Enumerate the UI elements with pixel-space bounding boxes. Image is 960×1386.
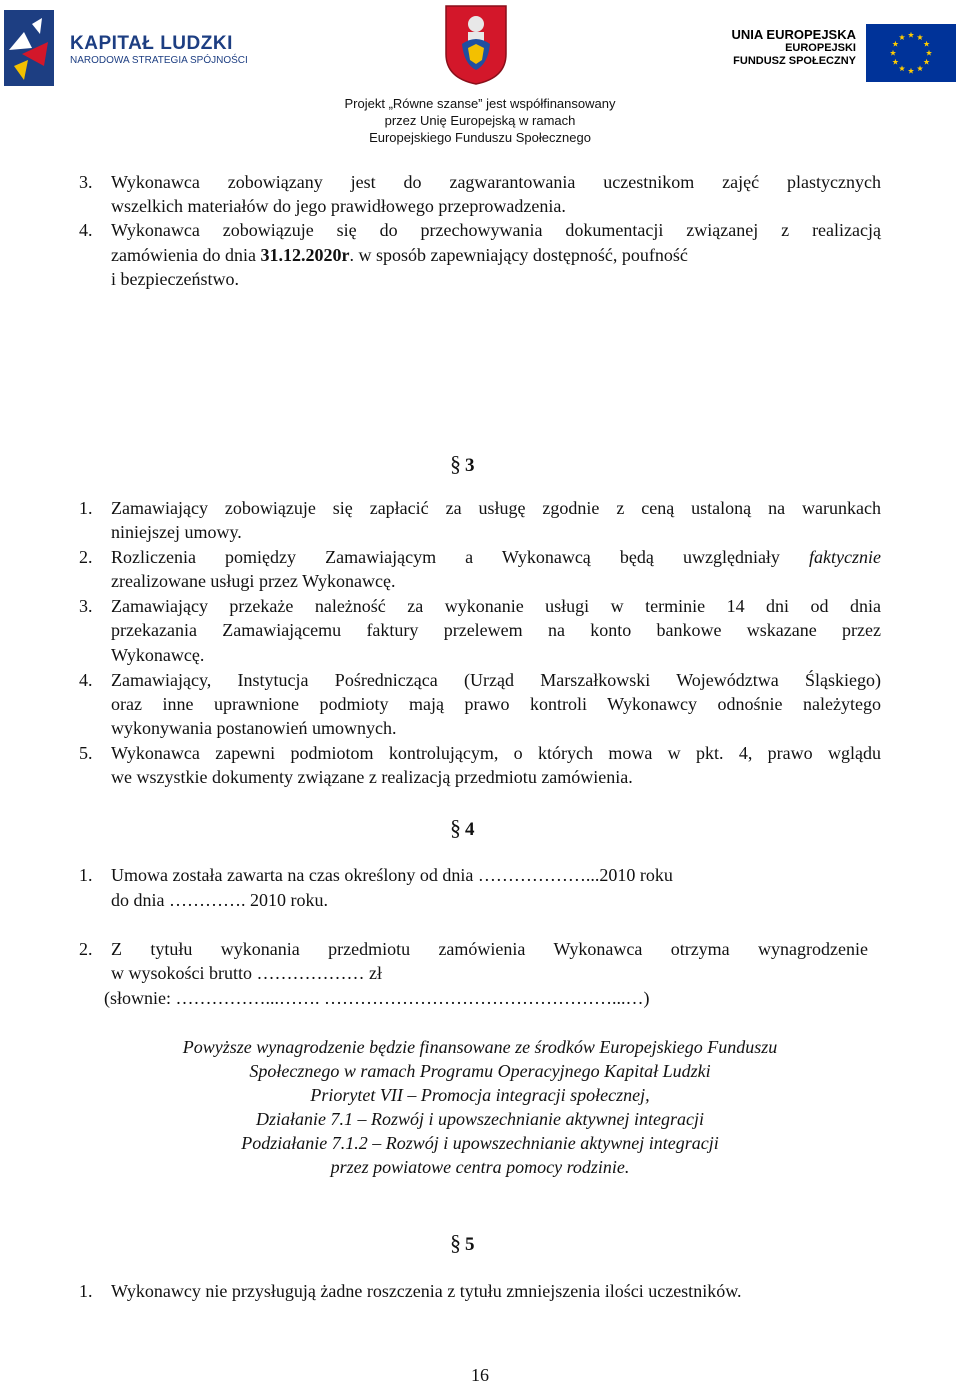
section-number: 3 [465,455,475,476]
item-number: 2. [79,547,93,567]
eu-label [720,28,856,68]
project-notice [300,95,660,146]
item-text: zrealizowane usługi przez Wykonawcę. [111,571,396,591]
item-number: 1. [79,1281,93,1301]
item-text: w wysokości brutto ……………… zł [111,963,382,983]
paragraph-symbol: § [450,451,461,476]
item-text-part: . w sposób zapewniający dostępność, poufność [349,245,688,265]
item-text: wykonywania postanowień umownych. [111,718,397,738]
section-heading-4 [450,816,475,842]
coat-of-arms-icon [444,4,508,86]
kapital-ludzki-text [70,34,248,68]
project-line-3: Europejskiego Funduszu Społecznego [369,130,591,145]
item-text: Wykonawca zapewni podmiotom kontrolującym, o których mowa w pkt. 4, prawo wglądu [111,743,881,763]
kapital-ludzki-title: KAPITAŁ LUDZKI [70,33,233,54]
item-text: Wykonawcę. [111,645,205,665]
item-text: oraz inne uprawnione podmioty mają prawo kontroli Wykonawcy odnośnie należytego [111,694,881,714]
item-number: 5. [79,743,93,763]
eu-line-1: UNIA EUROPEJSKA [731,27,856,42]
item-number: 3. [79,596,93,616]
eu-flag-icon [866,24,956,82]
funding-note-line: Działanie 7.1 – Rozwój i upowszechnianie aktywnej integracji [256,1109,704,1129]
item-text: i bezpieczeństwo. [111,269,239,289]
item-text: Wykonawca zobowiązuje się do przechowywania dokumentacji związanej z realizacją [111,220,881,240]
item-text: Umowa została zawarta na czas określony od dnia ………………...2010 roku [111,865,673,885]
kapital-ludzki-subtitle: NARODOWA STRATEGIA SPÓJNOŚCI [70,55,248,66]
item-text [111,546,881,568]
section-number: 4 [465,819,475,840]
item-number: 1. [79,498,93,518]
section-heading-3 [450,452,475,478]
item-text: Wykonawcy nie przysługują żadne roszczenia z tytułu zmniejszenia ilości uczestników. [111,1281,742,1301]
page-number: 16 [471,1365,489,1385]
eu-line-3: FUNDUSZ SPOŁECZNY [733,55,856,67]
item-text: Zamawiający zobowiązuje się zapłacić za usługę zgodnie z ceną ustaloną na warunkach [111,498,881,518]
item-text [111,244,688,266]
item-text: wszelkich materiałów do jego prawidłowego przeprowadzenia. [111,196,566,216]
funding-note-line: Społecznego w ramach Programu Operacyjnego Kapitał Ludzki [249,1061,711,1081]
paragraph-symbol: § [450,815,461,840]
item-number: 1. [79,865,93,885]
project-line-1: Projekt „Równe szanse” jest współfinansowany [344,96,616,111]
item-text: (słownie: ……………...……. …………………………………………...…) [104,988,650,1008]
item-number: 4. [79,670,93,690]
item-text: we wszystkie dokumenty związane z realizacją przedmiotu zamówienia. [111,767,633,787]
funding-note-line: Priorytet VII – Promocja integracji społecznej, [310,1085,650,1105]
funding-note-line: przez powiatowe centra pomocy rodzinie. [330,1157,630,1177]
eu-line-2: EUROPEJSKI [785,42,856,54]
funding-note-line: Podziałanie 7.1.2 – Rozwój i upowszechnianie aktywnej integracji [241,1133,719,1153]
deadline-date: 31.12.2020r [260,245,350,265]
funding-note-line: Powyższe wynagrodzenie będzie finansowane ze środków Europejskiego Funduszu [182,1037,778,1057]
funding-note [100,1035,860,1179]
section-heading-5 [450,1231,475,1257]
item-number: 3. [79,172,93,192]
item-number: 2. [79,939,93,959]
item-text: Zamawiający, Instytucja Pośrednicząca (Urząd Marszałkowski Województwa Śląskiego) [111,670,881,690]
item-text: przekazania Zamawiającemu faktury przelewem na konto bankowe wskazane przez [111,620,881,640]
item-text: Zamawiający przekaże należność za wykonanie usługi w terminie 14 dni od dnia [111,596,881,616]
item-text: Z tytułu wykonania przedmiotu zamówienia Wykonawca otrzyma wynagrodzenie [111,939,868,959]
item-text-part: zamówienia do dnia [111,245,261,265]
section-number: 5 [465,1234,475,1255]
item-text: Wykonawca zobowiązany jest do zagwarantowania uczestnikom zajęć plastycznych [111,172,881,192]
item-text: niniejszej umowy. [111,522,242,542]
item-text-part: Rozliczenia pomiędzy Zamawiającym a Wykonawcą będą uwzględniały [111,547,810,567]
item-text-italic: faktycznie [809,547,881,567]
item-number: 4. [79,220,93,240]
page-header [0,0,960,150]
paragraph-symbol: § [450,1230,461,1255]
item-text: do dnia …………. 2010 roku. [111,890,328,910]
project-line-2: przez Unię Europejską w ramach [384,113,576,128]
